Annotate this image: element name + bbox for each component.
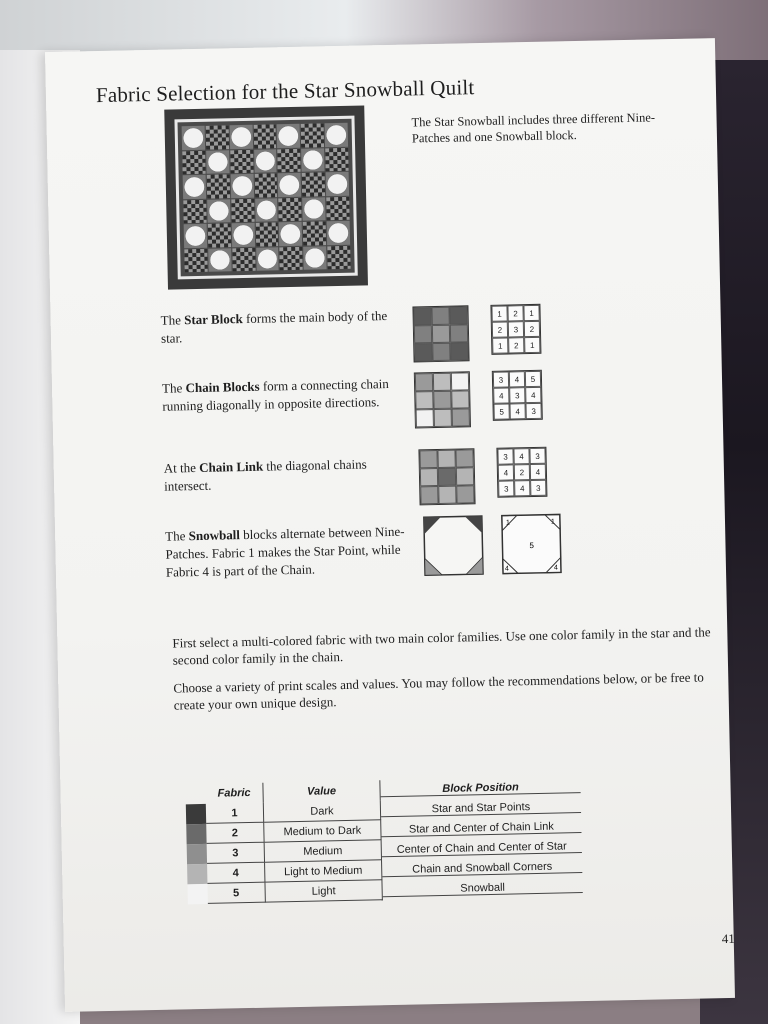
quilt-star-cell bbox=[253, 124, 276, 148]
grid-number: 1 bbox=[523, 305, 539, 321]
quilt-snowball-cell bbox=[256, 247, 279, 271]
fabric-swatch bbox=[186, 824, 206, 844]
quilt-star-cell bbox=[326, 196, 349, 220]
text-bold: Snowball bbox=[188, 527, 241, 544]
chain-link-numbers bbox=[496, 447, 547, 498]
grid-number: 4 bbox=[493, 387, 509, 403]
quilt-snowball-cell bbox=[207, 199, 230, 223]
quilt-star-cell bbox=[254, 173, 277, 197]
fabric-value: Medium bbox=[265, 840, 382, 862]
grid-number: 4 bbox=[514, 480, 530, 496]
page-number: 41 bbox=[721, 930, 735, 947]
snowball-corner-number: 4 bbox=[504, 565, 509, 573]
grid-number: 3 bbox=[498, 480, 514, 496]
fabric-number: 4 bbox=[207, 863, 265, 884]
header-position: Block Position bbox=[380, 780, 580, 797]
text-suffix: blocks alternate between Nine-Patches. Fabric 1 makes the Star Point, while Fabric 4 is part of the Chain. bbox=[165, 523, 405, 580]
snowball-corner-number: 4 bbox=[553, 564, 558, 572]
quilt-star-cell bbox=[184, 248, 207, 272]
grid-number: 5 bbox=[525, 371, 541, 387]
quilt-snowball-cell bbox=[254, 149, 277, 173]
grid-number: 3 bbox=[497, 448, 513, 464]
quilt-star-cell bbox=[278, 148, 301, 172]
grid-number: 5 bbox=[493, 403, 509, 419]
grid-number: 3 bbox=[508, 321, 524, 337]
paragraph-2: Choose a variety of print scales and values. You may follow the recommendations below, or be free to create your own unique design. bbox=[173, 669, 704, 713]
quilt-snowball-cell bbox=[326, 172, 349, 196]
fabric-value: Light bbox=[265, 880, 382, 902]
fabric-number: 5 bbox=[207, 883, 265, 904]
fabric-number: 2 bbox=[206, 823, 264, 844]
block-position: Center of Chain and Center of Star bbox=[382, 840, 582, 857]
grid-number: 3 bbox=[493, 371, 509, 387]
star-block-numbers bbox=[490, 304, 541, 355]
quilt-snowball-cell bbox=[208, 248, 231, 272]
block-position: Star and Center of Chain Link bbox=[381, 820, 581, 837]
block-position: Star and Star Points bbox=[381, 800, 581, 817]
quilt-star-cell bbox=[231, 198, 254, 222]
text-prefix: At the bbox=[163, 459, 200, 476]
snowball-number-diagram bbox=[501, 513, 562, 574]
text-bold: Chain Blocks bbox=[185, 378, 260, 396]
quilt-star-cell bbox=[232, 247, 255, 271]
quilt-snowball-cell bbox=[182, 126, 205, 150]
grid-number: 4 bbox=[509, 371, 525, 387]
quilt-star-cell bbox=[183, 199, 206, 223]
quilt-star-cell bbox=[207, 223, 230, 247]
quilt-snowball-cell bbox=[301, 148, 324, 172]
quilt-star-cell bbox=[255, 222, 278, 246]
quilt-snowball-cell bbox=[229, 125, 252, 149]
grid-number: 4 bbox=[530, 464, 546, 480]
fabric-value: Light to Medium bbox=[265, 860, 382, 882]
quilt-snowball-cell bbox=[325, 123, 348, 147]
chain-block-text bbox=[162, 375, 393, 416]
star-block-diagram bbox=[412, 305, 469, 362]
fabric-value: Medium to Dark bbox=[264, 820, 381, 842]
quilt-grid bbox=[174, 116, 357, 280]
grid-number: 3 bbox=[530, 480, 546, 496]
chain-block-diagram bbox=[414, 371, 471, 428]
quilt-snowball-cell bbox=[206, 150, 229, 174]
quilt-star-cell bbox=[280, 246, 303, 270]
quilt-snowball-cell bbox=[303, 246, 326, 270]
fabric-table bbox=[185, 776, 587, 904]
quilt-snowball-cell bbox=[277, 124, 300, 148]
quilt-snowball-cell bbox=[327, 221, 350, 245]
grid-number: 1 bbox=[491, 305, 507, 321]
text-bold: Chain Link bbox=[198, 458, 264, 475]
grid-number: 1 bbox=[492, 337, 508, 353]
fabric-number: 1 bbox=[206, 803, 264, 824]
fabric-swatch bbox=[187, 844, 207, 864]
quilt-star-cell bbox=[205, 125, 228, 149]
grid-number: 4 bbox=[525, 387, 541, 403]
fabric-swatch bbox=[187, 864, 207, 884]
chain-block-numbers bbox=[492, 370, 543, 421]
intro-text: The Star Snowball includes three different Nine-Patches and one Snowball block. bbox=[411, 110, 656, 146]
text-suffix: forms the main body of the star. bbox=[160, 308, 388, 346]
grid-number: 4 bbox=[513, 448, 529, 464]
grid-number: 3 bbox=[525, 403, 541, 419]
header-fabric: Fabric bbox=[205, 783, 263, 804]
chain-link-diagram bbox=[418, 448, 475, 505]
quilt-snowball-cell bbox=[255, 198, 278, 222]
paragraph-1: First select a multi-colored fabric with two main color families. Use one color family in the star and the second color family in the chain. bbox=[172, 624, 711, 668]
table-body bbox=[186, 796, 588, 904]
snowball-diagram bbox=[423, 515, 484, 576]
fabric-value: Dark bbox=[264, 800, 381, 822]
quilt-snowball-cell bbox=[184, 224, 207, 248]
quilt-snowball-cell bbox=[230, 174, 253, 198]
fabric-swatch bbox=[187, 884, 207, 904]
grid-number: 3 bbox=[529, 448, 545, 464]
quilt-star-cell bbox=[279, 197, 302, 221]
quilt-illustration bbox=[164, 105, 368, 289]
page-title: Fabric Selection for the Star Snowball Quilt bbox=[95, 75, 475, 108]
quilt-snowball-cell bbox=[183, 175, 206, 199]
fabric-number: 3 bbox=[207, 843, 265, 864]
snowball-corner-number: 1 bbox=[550, 518, 555, 526]
grid-number: 2 bbox=[514, 464, 530, 480]
block-position: Snowball bbox=[383, 880, 583, 897]
snowball-center-number: 5 bbox=[529, 540, 535, 551]
grid-number: 2 bbox=[507, 305, 523, 321]
quilt-snowball-cell bbox=[279, 222, 302, 246]
quilt-snowball-cell bbox=[231, 223, 254, 247]
quilt-star-cell bbox=[327, 245, 350, 269]
grid-number: 1 bbox=[524, 337, 540, 353]
grid-number: 4 bbox=[509, 403, 525, 419]
text-suffix: the diagonal chains intersect. bbox=[163, 456, 367, 494]
quilt-star-cell bbox=[301, 123, 324, 147]
quilt-star-cell bbox=[182, 150, 205, 174]
chain-link-text bbox=[164, 455, 375, 495]
text-suffix: form a connecting chain running diagonally in opposite directions. bbox=[162, 375, 389, 414]
fabric-swatch bbox=[186, 804, 206, 824]
snowball-corner-number: 1 bbox=[505, 519, 510, 527]
block-position: Chain and Snowball Corners bbox=[382, 860, 582, 877]
grid-number: 2 bbox=[508, 337, 524, 353]
snowball-text bbox=[165, 523, 406, 582]
header-value: Value bbox=[263, 780, 380, 802]
grid-number: 2 bbox=[492, 321, 508, 337]
star-block-text bbox=[160, 307, 391, 348]
quilt-snowball-cell bbox=[278, 173, 301, 197]
grid-number: 3 bbox=[509, 387, 525, 403]
quilt-snowball-cell bbox=[302, 197, 325, 221]
text-prefix: The bbox=[165, 528, 189, 544]
text-prefix: The bbox=[160, 312, 185, 328]
text-prefix: The bbox=[161, 380, 186, 396]
quilt-star-cell bbox=[325, 147, 348, 171]
quilt-star-cell bbox=[206, 174, 229, 198]
text-bold: Star Block bbox=[183, 311, 243, 328]
book-page bbox=[45, 38, 735, 1012]
grid-number: 2 bbox=[524, 321, 540, 337]
quilt-star-cell bbox=[230, 149, 253, 173]
quilt-star-cell bbox=[303, 221, 326, 245]
grid-number: 4 bbox=[498, 464, 514, 480]
quilt-star-cell bbox=[302, 172, 325, 196]
